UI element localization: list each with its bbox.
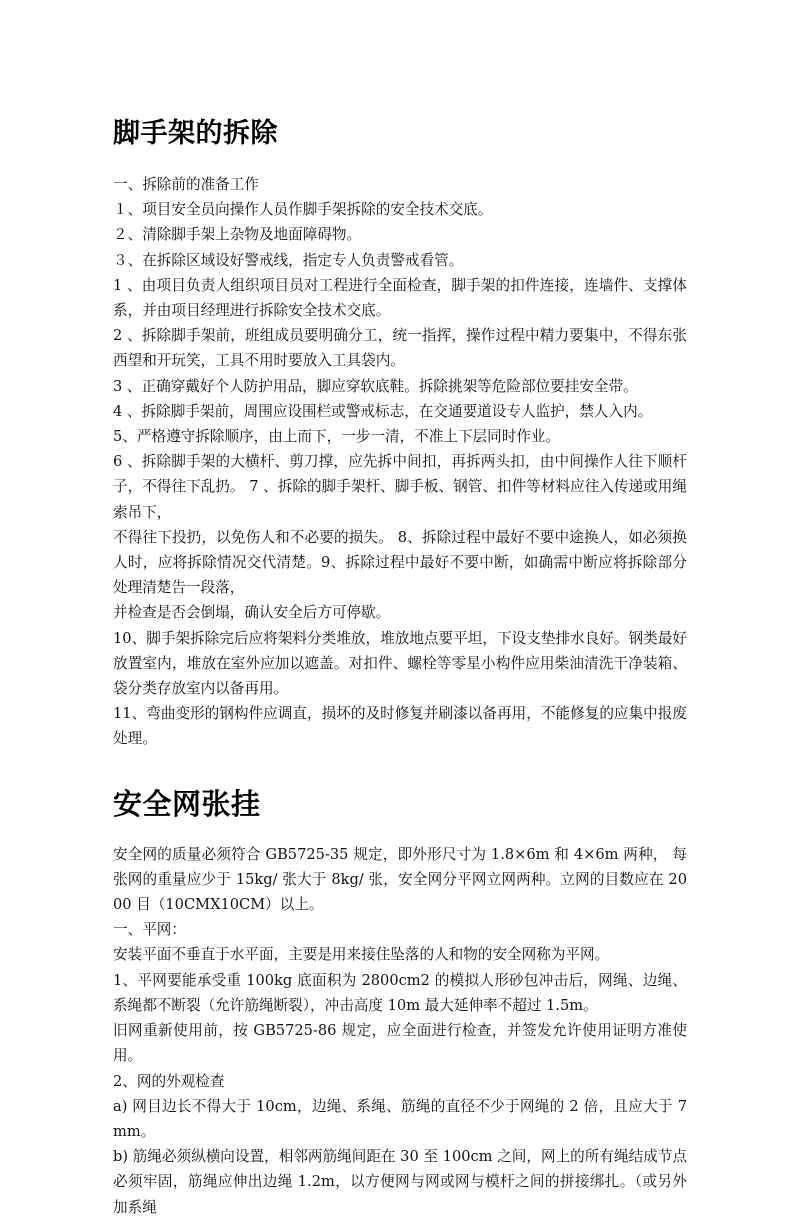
section-heading-wrapper-2 — [113, 752, 687, 823]
paragraph: 旧网重新使用前，按 GB5725-86 规定，应全面进行检查，并签发允许使用证明方准使用。 — [113, 1022, 687, 1065]
paragraph: 2、网的外观检查 — [113, 1072, 225, 1090]
page-title: 脚手架的拆除 — [113, 118, 278, 149]
paragraph: 5、严格遵守拆除顺序，由上而下，一步一清，不准上下层同时作业。 — [113, 428, 561, 446]
section-title-safety-net: 安全网张挂 — [113, 786, 261, 821]
paragraph: b) 筋绳必须纵横向设置，相邻两筋绳间距在 30 至 100cm 之间，网上的所有绳结成节点必须牢固，筋绳应伸出边绳 1.2m，以方便网与网或网与模杆之间的拼接绑扎。（或另外加系绳 — [113, 1148, 687, 1216]
paragraph: ２、清除脚手架上杂物及地面障碍物。 — [113, 226, 362, 244]
paragraph: 11、弯曲变形的钢构件应调直，损坏的及时修复并刷漆以备再用，不能修复的应集中报废处理。 — [113, 705, 687, 748]
paragraph: 1 、由项目负责人组织项目员对工程进行全面检查，脚手架的扣件连接，连墙件、支撑体系，并由项目经理进行拆除安全技术交底。 — [113, 276, 687, 320]
paragraph: 一、拆除前的准备工作 — [113, 176, 259, 193]
paragraph: 不得往下投扔，以免伤人和不必要的损失。 8、拆除过程中最好不要中途换人，如必须换人时，应将拆除情况交代清楚。9、拆除过程中最好不要中断，如确需中断应将拆除部分处理清楚告一段落， — [113, 528, 687, 597]
paragraph: １、项目安全员向操作人员作脚手架拆除的安全技术交底。 — [113, 201, 493, 219]
section-heading-wrapper-1 — [113, 0, 687, 151]
paragraph: 3 、正确穿戴好个人防护用品，脚应穿软底鞋。拆除挑架等危险部位要挂安全带。 — [113, 377, 638, 395]
paragraph: 4 、拆除脚手架前，周围应设围栏或警戒标志，在交通要道设专人监护，禁人入内。 — [113, 402, 653, 420]
paragraph: 2 、拆除脚手架前，班组成员要明确分工，统一指挥，操作过程中精力要集中，不得东张西望和开玩笑，工具不用时要放入工具袋内。 — [113, 327, 687, 370]
paragraph: 10、脚手架拆除完后应将架料分类堆放，堆放地点要平坦，下设支垫排水良好。钢类最好放置室内，堆放在室外应加以遮盖。对扣件、螺栓等零星小构件应用柴油清洗干净装箱、袋分类存放室内以备再用。 — [113, 629, 687, 698]
paragraph: 1、平网要能承受重 100kg 底面积为 2800cm2 的模拟人形砂包冲击后，网绳、边绳、系绳都不断裂（允许筋绳断裂），冲击高度 10m 最大延伸率不超过 1.5m。 — [113, 971, 687, 1014]
paragraph: a) 网目边长不得大于 10cm，边绳、系绳、筋绳的直径不少于网绳的 2 倍，且应大于 7mm。 — [113, 1097, 687, 1140]
section-body-1 — [113, 151, 687, 752]
paragraph: 6 、拆除脚手架的大横杆、剪刀撑，应先拆中间扣，再拆两头扣，由中间操作人往下顺杆子，不得往下乱扔。 7 、拆除的脚手架杆、脚手板、钢管、扣件等材料应往入传递或用绳索吊下， — [113, 453, 687, 521]
paragraph: 安装平面不垂直于水平面，主要是用来接住坠落的人和物的安全网称为平网。 — [113, 946, 610, 964]
section-body-2 — [113, 823, 687, 1220]
document-content — [113, 0, 687, 1220]
paragraph: 一、平网： — [113, 921, 186, 939]
paragraph: 并检查是否会倒塌，确认安全后方可停歇。 — [113, 604, 391, 622]
paragraph: 安全网的质量必须符合 GB5725-35 规定，即外形尺寸为 1.8×6m 和 4×6m 两种， 每张网的重量应少于 15kg/ 张大于 8kg/ 张，安全网分平网立网两种。立网的目数应在 2000 目（10CMX10CM）以上。 — [113, 845, 687, 914]
paragraph: ３、在拆除区域设好警戒线，指定专人负责警戒看管。 — [113, 251, 464, 269]
